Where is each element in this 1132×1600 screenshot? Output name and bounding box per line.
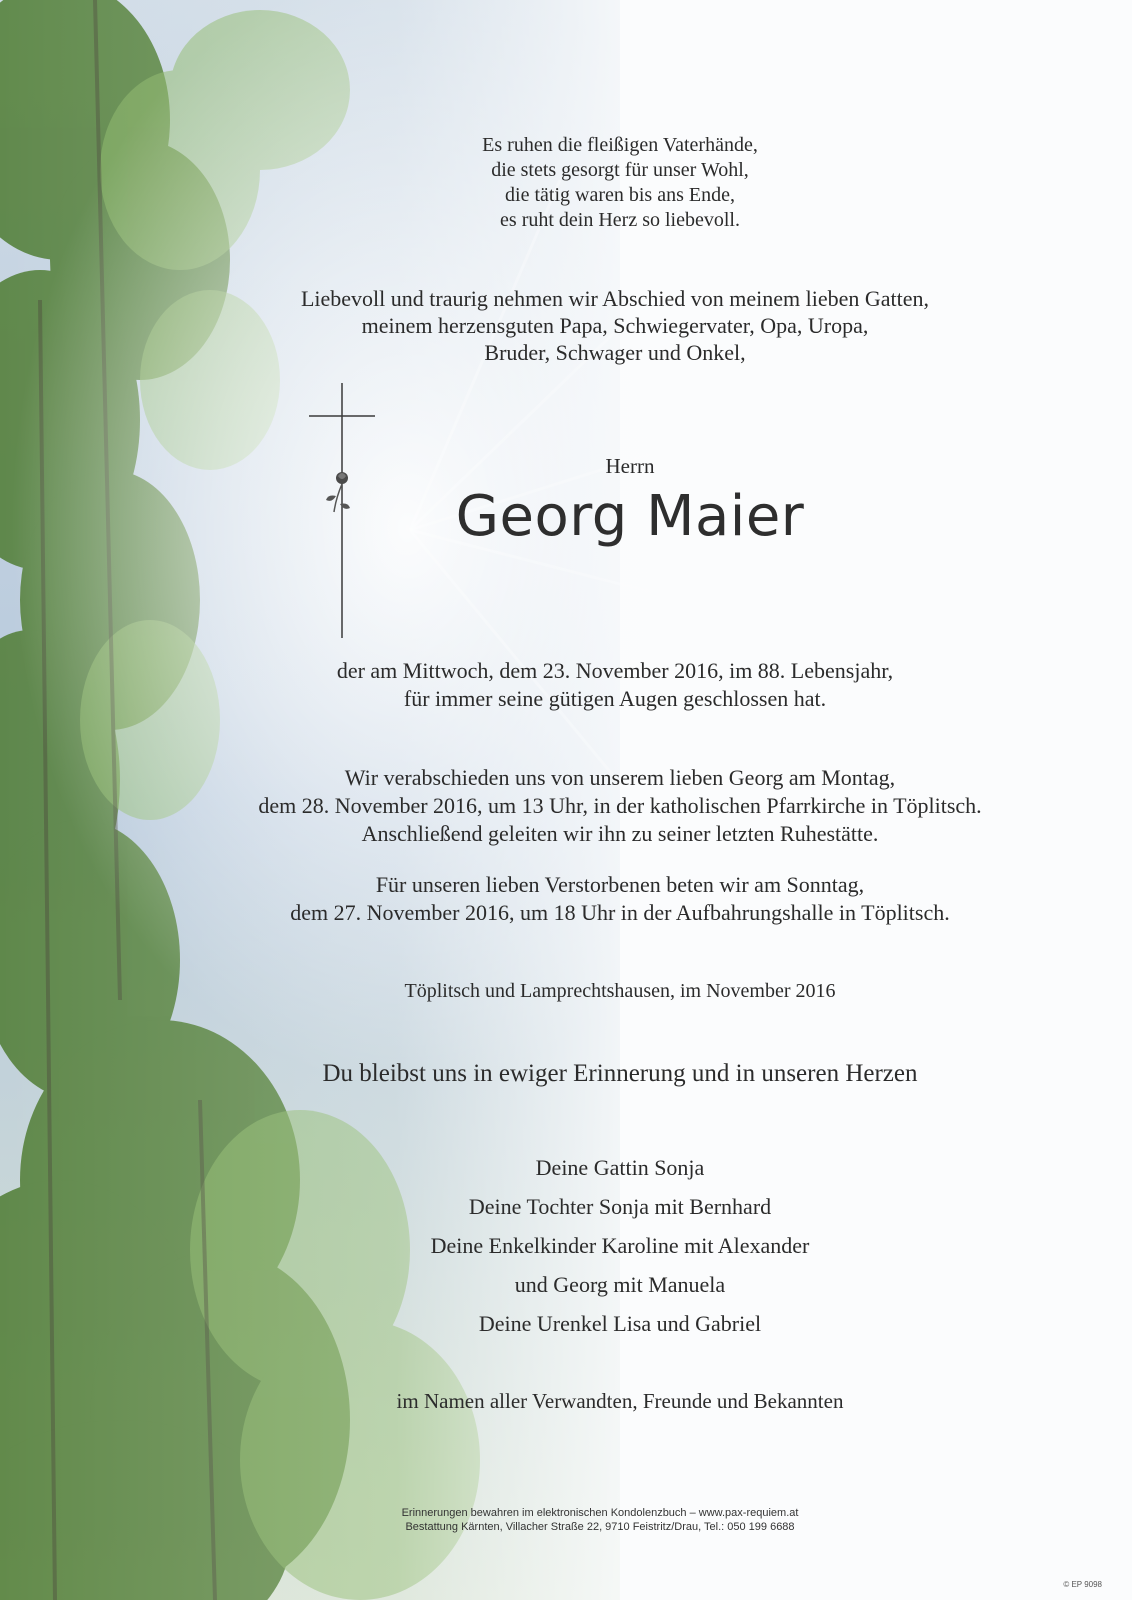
family-list (300, 1148, 940, 1343)
death-line: für immer seine gütigen Augen geschlossen hat. (403, 686, 827, 711)
death-line: der am Mittwoch, dem 23. November 2016, im 88. Lebensjahr, (336, 658, 894, 683)
family-line: und Georg mit Manuela (514, 1272, 726, 1297)
intro-line: Bruder, Schwager und Onkel, (484, 340, 746, 365)
family-line: Deine Enkelkinder Karoline mit Alexander (430, 1233, 810, 1258)
death-notice (200, 657, 1030, 713)
family-line: Deine Gattin Sonja (535, 1155, 705, 1180)
footer (300, 1506, 900, 1534)
poem-line: die stets gesorgt für unser Wohl, (491, 159, 749, 181)
intro-line: Liebevoll und traurig nehmen wir Abschied von meinem lieben Gatten, (300, 286, 930, 311)
prayer-details (170, 871, 1070, 927)
family-line: Deine Urenkel Lisa und Gabriel (478, 1311, 762, 1336)
footer-line: Erinnerungen bewahren im elektronischen Kondolenzbuch – www.pax-requiem.at (401, 1507, 799, 1519)
intro-line: meinem herzensguten Papa, Schwiegervater, Opa, Uropa, (361, 313, 869, 338)
funeral-line: Wir verabschieden uns von unserem lieben Georg am Montag, (344, 765, 896, 790)
memory-statement: Du bleibst uns in ewiger Erinnerung und in unseren Herzen (322, 1060, 918, 1087)
poem-line: die tätig waren bis ans Ende, (505, 184, 735, 206)
footer-line: Bestattung Kärnten, Villacher Straße 22, 9710 Feistritz/Drau, Tel.: 050 199 6688 (405, 1521, 795, 1533)
poem-verse (340, 133, 900, 233)
farewell-intro (180, 285, 1050, 366)
place-and-date: Töplitsch und Lamprechtshausen, im November 2016 (404, 980, 836, 1002)
print-code: © EP 9098 (1063, 1580, 1102, 1589)
poem-line: es ruht dein Herz so liebevoll. (500, 209, 740, 231)
salutation: Herrn (605, 454, 655, 478)
poem-line: Es ruhen die fleißigen Vaterhände, (482, 134, 758, 156)
family-line: Deine Tochter Sonja mit Bernhard (468, 1194, 772, 1219)
deceased-name: Georg Maier (455, 484, 805, 549)
closing-line: im Namen aller Verwandten, Freunde und Bekannten (396, 1389, 844, 1413)
prayer-line: dem 27. November 2016, um 18 Uhr in der Aufbahrungshalle in Töplitsch. (290, 900, 950, 925)
prayer-line: Für unseren lieben Verstorbenen beten wir am Sonntag, (375, 872, 865, 897)
funeral-line: Anschließend geleiten wir ihn zu seiner letzten Ruhestätte. (361, 821, 879, 846)
funeral-line: dem 28. November 2016, um 13 Uhr, in der katholischen Pfarrkirche in Töplitsch. (258, 793, 982, 818)
funeral-details (170, 764, 1070, 848)
